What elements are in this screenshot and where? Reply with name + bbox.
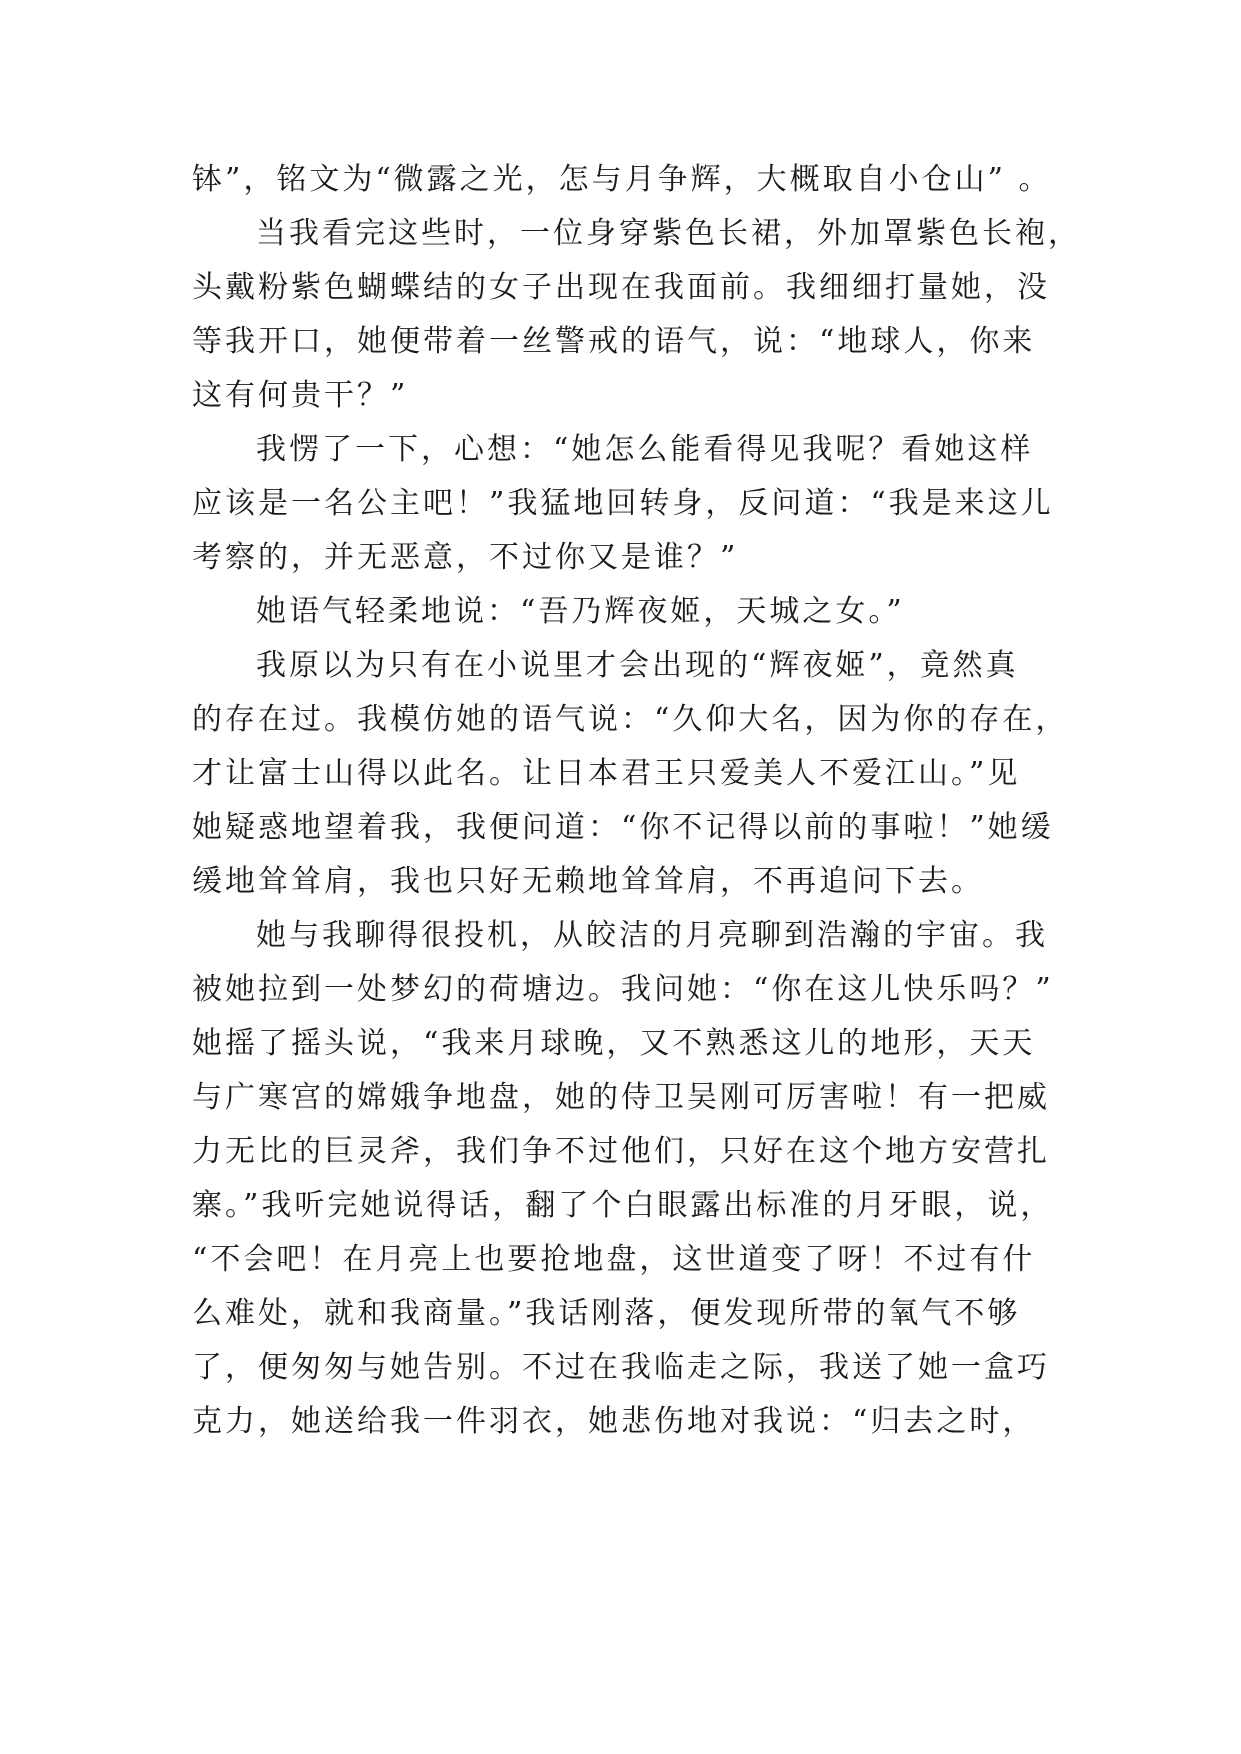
text-line: 应该是一名公主吧！”我猛地回转身，反问道：“我是来这儿 (192, 486, 1054, 521)
text-line: 么难处，就和我商量。”我话刚落，便发现所带的氧气不够 (192, 1296, 1021, 1331)
text-line: 我愣了一下，心想：“她怎么能看得见我呢？看她这样 (256, 432, 1034, 467)
text-line: 缓地耸耸肩，我也只好无赖地耸耸肩，不再追问下去。 (192, 864, 984, 899)
text-line: 了，便匆匆与她告别。不过在我临走之际，我送了她一盒巧 (192, 1350, 1050, 1385)
text-line: 力无比的巨灵斧，我们争不过他们，只好在这个地方安营扎 (192, 1134, 1050, 1169)
text-line: 的存在过。我模仿她的语气说：“久仰大名，因为你的存在， (192, 702, 1069, 737)
text-line: 被她拉到一处梦幻的荷塘边。我问她：“你在这儿快乐吗？” (192, 972, 1054, 1007)
text-line: 她摇了摇头说，“我来月球晚，又不熟悉这儿的地形，天天 (192, 1026, 1036, 1061)
text-line: 钵”，铭文为“微露之光，怎与月争辉，大概取自小仓山” 。 (192, 162, 1052, 197)
text-line: 我原以为只有在小说里才会出现的“辉夜姬”，竟然真 (256, 648, 1019, 683)
text-line: 当我看完这些时，一位身穿紫色长裙，外加罩紫色长袍， (256, 216, 1081, 251)
text-line: 头戴粉紫色蝴蝶结的女子出现在我面前。我细细打量她，没 (192, 270, 1050, 305)
text-line: 才让富士山得以此名。让日本君王只爱美人不爱江山。”见 (192, 756, 1021, 791)
text-line: 考察的，并无恶意，不过你又是谁？” (192, 540, 739, 575)
text-line: 她与我聊得很投机，从皎洁的月亮聊到浩瀚的宇宙。我 (256, 918, 1048, 953)
text-line: 她语气轻柔地说：“吾乃辉夜姬，天城之女。” (256, 594, 905, 629)
text-line: 寨。”我听完她说得话，翻了个白眼露出标准的月牙眼，说， (192, 1188, 1054, 1223)
text-line: “不会吧！在月亮上也要抢地盘，这世道变了呀！不过有什 (192, 1242, 1036, 1277)
text-line: 这有何贵干？” (192, 378, 409, 413)
text-line: 克力，她送给我一件羽衣，她悲伤地对我说：“归去之时， (192, 1404, 1036, 1439)
text-line: 与广寒宫的嫦娥争地盘，她的侍卫吴刚可厉害啦！有一把威 (192, 1080, 1050, 1115)
text-line: 等我开口，她便带着一丝警戒的语气，说：“地球人，你来 (192, 324, 1036, 359)
text-line: 她疑惑地望着我，我便问道：“你不记得以前的事啦！”她缓 (192, 810, 1054, 845)
